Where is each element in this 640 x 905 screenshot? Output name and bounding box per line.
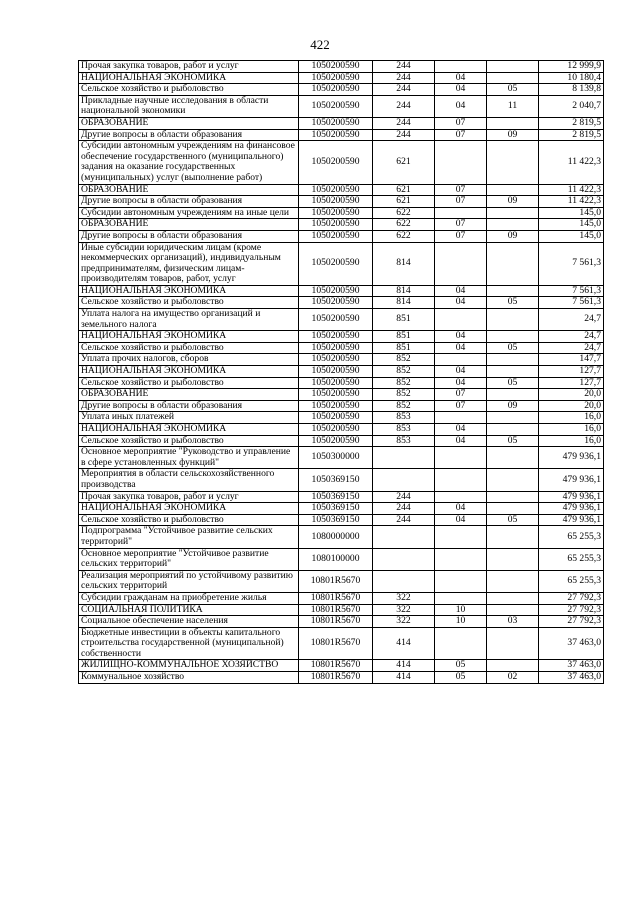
item-name-cell: НАЦИОНАЛЬНАЯ ЭКОНОМИКА [79,285,299,297]
table-row [79,84,604,96]
expense-type-cell [373,447,435,469]
section-cell: 07 [435,196,487,208]
target-code-cell: 10801R5670 [299,660,373,672]
table-row [79,627,604,660]
item-name-cell: Уплата налога на имущество организаций и земельного налога [79,309,299,331]
amount-cell: 145,0 [539,219,604,231]
expense-type-cell: 244 [373,95,435,117]
expense-type-cell: 622 [373,230,435,242]
amount-cell: 27 792,3 [539,592,604,604]
table-row [79,400,604,412]
section-cell: 07 [435,129,487,141]
item-name-cell: Другие вопросы в области образования [79,230,299,242]
subsection-cell [487,141,539,184]
subsection-cell [487,184,539,196]
table-row [79,141,604,184]
item-name-cell: Реализация мероприятий по устойчивому развитию сельских территорий [79,570,299,592]
expense-type-cell: 852 [373,354,435,366]
item-name-cell: Сельское хозяйство и рыболовство [79,342,299,354]
amount-cell: 65 255,3 [539,526,604,548]
table-row [79,672,604,684]
amount-cell: 8 139,8 [539,84,604,96]
item-name-cell: ОБРАЗОВАНИЕ [79,219,299,231]
section-cell [435,491,487,503]
section-cell [435,592,487,604]
item-name-cell: Иные субсидии юридическим лицам (кроме некоммерческих организаций), индивидуальным предпринимателям, физическим лицам-производителям товаров, работ, услуг [79,242,299,285]
section-cell: 04 [435,435,487,447]
expense-type-cell: 853 [373,412,435,424]
amount-cell: 127,7 [539,377,604,389]
expense-type-cell: 622 [373,207,435,219]
target-code-cell: 1050369150 [299,503,373,515]
target-code-cell: 1050200590 [299,366,373,378]
item-name-cell: Уплата прочих налогов, сборов [79,354,299,366]
section-cell [435,627,487,660]
target-code-cell: 10801R5670 [299,604,373,616]
budget-table [78,60,604,684]
table-row [79,72,604,84]
subsection-cell [487,207,539,219]
amount-cell: 24,7 [539,309,604,331]
target-code-cell: 1050200590 [299,207,373,219]
subsection-cell: 05 [487,342,539,354]
amount-cell: 16,0 [539,412,604,424]
target-code-cell: 1050200590 [299,377,373,389]
section-cell [435,548,487,570]
expense-type-cell: 852 [373,400,435,412]
target-code-cell: 10801R5670 [299,570,373,592]
amount-cell: 12 999,9 [539,61,604,73]
table-row [79,447,604,469]
subsection-cell: 09 [487,196,539,208]
item-name-cell: Субсидии автономным учреждениям на иные цели [79,207,299,219]
subsection-cell [487,285,539,297]
target-code-cell: 1050200590 [299,412,373,424]
section-cell: 10 [435,604,487,616]
section-cell: 04 [435,95,487,117]
section-cell: 04 [435,331,487,343]
subsection-cell: 05 [487,297,539,309]
table-row [79,129,604,141]
subsection-cell [487,117,539,129]
subsection-cell [487,412,539,424]
amount-cell: 2 819,5 [539,117,604,129]
target-code-cell: 1050200590 [299,309,373,331]
table-row [79,297,604,309]
target-code-cell: 1050200590 [299,129,373,141]
table-row [79,412,604,424]
item-name-cell: Прочая закупка товаров, работ и услуг [79,61,299,73]
page-number: 422 [310,37,330,52]
item-name-cell: ОБРАЗОВАНИЕ [79,389,299,401]
section-cell: 05 [435,672,487,684]
item-name-cell: НАЦИОНАЛЬНАЯ ЭКОНОМИКА [79,72,299,84]
table-row [79,616,604,628]
amount-cell: 37 463,0 [539,672,604,684]
amount-cell: 11 422,3 [539,184,604,196]
item-name-cell: Социальное обеспечение населения [79,616,299,628]
target-code-cell: 1050369150 [299,514,373,526]
table-row [79,207,604,219]
table-row [79,424,604,436]
expense-type-cell: 814 [373,297,435,309]
subsection-cell: 11 [487,95,539,117]
target-code-cell: 1050200590 [299,184,373,196]
item-name-cell: Субсидии автономным учреждениям на финансовое обеспечение государственного (муниципального) задания на оказание государственных (муниципальных) услуг (выполнение работ) [79,141,299,184]
target-code-cell: 10801R5670 [299,627,373,660]
target-code-cell: 10801R5670 [299,672,373,684]
target-code-cell: 1050200590 [299,61,373,73]
target-code-cell: 1050200590 [299,342,373,354]
subsection-cell: 03 [487,616,539,628]
table-row [79,366,604,378]
section-cell: 04 [435,84,487,96]
target-code-cell: 10801R5670 [299,616,373,628]
amount-cell: 7 561,3 [539,242,604,285]
item-name-cell: Другие вопросы в области образования [79,196,299,208]
table-row [79,95,604,117]
item-name-cell: Сельское хозяйство и рыболовство [79,377,299,389]
amount-cell: 7 561,3 [539,297,604,309]
target-code-cell: 1050200590 [299,331,373,343]
item-name-cell: Мероприятия в области сельскохозяйственного производства [79,469,299,491]
table-row [79,230,604,242]
amount-cell: 2 819,5 [539,129,604,141]
target-code-cell: 1050200590 [299,95,373,117]
target-code-cell: 1050200590 [299,141,373,184]
table-row [79,570,604,592]
table-row [79,514,604,526]
expense-type-cell: 414 [373,672,435,684]
item-name-cell: СОЦИАЛЬНАЯ ПОЛИТИКА [79,604,299,616]
target-code-cell: 1050200590 [299,117,373,129]
expense-type-cell: 851 [373,331,435,343]
target-code-cell: 1050200590 [299,400,373,412]
target-code-cell: 1050200590 [299,435,373,447]
item-name-cell: Основное мероприятие "Устойчивое развитие сельских территорий" [79,548,299,570]
item-name-cell: Коммунальное хозяйство [79,672,299,684]
expense-type-cell: 244 [373,117,435,129]
section-cell [435,309,487,331]
table-row [79,526,604,548]
section-cell [435,526,487,548]
amount-cell: 145,0 [539,230,604,242]
amount-cell: 16,0 [539,435,604,447]
target-code-cell: 1050200590 [299,354,373,366]
table-row [79,592,604,604]
item-name-cell: Сельское хозяйство и рыболовство [79,297,299,309]
item-name-cell: ЖИЛИЩНО-КОММУНАЛЬНОЕ ХОЗЯЙСТВО [79,660,299,672]
amount-cell: 479 936,1 [539,491,604,503]
expense-type-cell: 244 [373,61,435,73]
subsection-cell [487,570,539,592]
item-name-cell: ОБРАЗОВАНИЕ [79,184,299,196]
table-row [79,389,604,401]
amount-cell: 20,0 [539,400,604,412]
subsection-cell [487,503,539,515]
subsection-cell [487,242,539,285]
target-code-cell: 1050200590 [299,84,373,96]
expense-type-cell: 244 [373,503,435,515]
expense-type-cell: 814 [373,242,435,285]
section-cell [435,469,487,491]
amount-cell: 2 040,7 [539,95,604,117]
section-cell: 04 [435,424,487,436]
subsection-cell [487,354,539,366]
section-cell: 04 [435,285,487,297]
table-row [79,219,604,231]
target-code-cell: 1050200590 [299,230,373,242]
amount-cell: 65 255,3 [539,570,604,592]
target-code-cell: 1050369150 [299,491,373,503]
target-code-cell: 1050200590 [299,242,373,285]
table-row [79,503,604,515]
expense-type-cell: 244 [373,491,435,503]
amount-cell: 65 255,3 [539,548,604,570]
subsection-cell [487,331,539,343]
amount-cell: 127,7 [539,366,604,378]
section-cell: 10 [435,616,487,628]
target-code-cell: 1050300000 [299,447,373,469]
expense-type-cell: 621 [373,141,435,184]
expense-type-cell: 322 [373,592,435,604]
table-row [79,196,604,208]
item-name-cell: Прочая закупка товаров, работ и услуг [79,491,299,503]
subsection-cell [487,219,539,231]
table-row [79,377,604,389]
amount-cell: 27 792,3 [539,616,604,628]
section-cell: 04 [435,514,487,526]
subsection-cell: 05 [487,84,539,96]
subsection-cell [487,61,539,73]
section-cell: 04 [435,366,487,378]
amount-cell: 37 463,0 [539,627,604,660]
table-row [79,604,604,616]
target-code-cell: 1050200590 [299,72,373,84]
item-name-cell: НАЦИОНАЛЬНАЯ ЭКОНОМИКА [79,366,299,378]
expense-type-cell: 322 [373,604,435,616]
target-code-cell: 1080100000 [299,548,373,570]
subsection-cell: 09 [487,230,539,242]
table-row [79,469,604,491]
expense-type-cell: 851 [373,342,435,354]
amount-cell: 27 792,3 [539,604,604,616]
table-row [79,61,604,73]
table-row [79,660,604,672]
amount-cell: 145,0 [539,207,604,219]
amount-cell: 11 422,3 [539,141,604,184]
subsection-cell [487,72,539,84]
section-cell: 07 [435,117,487,129]
table-row [79,548,604,570]
item-name-cell: Уплата иных платежей [79,412,299,424]
expense-type-cell: 322 [373,616,435,628]
section-cell [435,447,487,469]
amount-cell: 16,0 [539,424,604,436]
item-name-cell: НАЦИОНАЛЬНАЯ ЭКОНОМИКА [79,424,299,436]
subsection-cell [487,491,539,503]
section-cell [435,242,487,285]
expense-type-cell [373,570,435,592]
table-row [79,491,604,503]
expense-type-cell: 851 [373,309,435,331]
subsection-cell [487,660,539,672]
item-name-cell: НАЦИОНАЛЬНАЯ ЭКОНОМИКА [79,331,299,343]
target-code-cell: 1050200590 [299,424,373,436]
amount-cell: 479 936,1 [539,503,604,515]
item-name-cell: НАЦИОНАЛЬНАЯ ЭКОНОМИКА [79,503,299,515]
subsection-cell: 05 [487,377,539,389]
subsection-cell [487,424,539,436]
expense-type-cell: 852 [373,377,435,389]
item-name-cell: Сельское хозяйство и рыболовство [79,84,299,96]
item-name-cell: Сельское хозяйство и рыболовство [79,435,299,447]
expense-type-cell: 244 [373,129,435,141]
expense-type-cell: 622 [373,219,435,231]
section-cell [435,412,487,424]
target-code-cell: 1050200590 [299,297,373,309]
expense-type-cell: 853 [373,435,435,447]
section-cell [435,570,487,592]
section-cell: 07 [435,389,487,401]
target-code-cell: 1050200590 [299,196,373,208]
item-name-cell: Сельское хозяйство и рыболовство [79,514,299,526]
expense-type-cell: 621 [373,196,435,208]
section-cell [435,354,487,366]
item-name-cell: Основное мероприятие "Руководство и управление в сфере установленных функций" [79,447,299,469]
section-cell: 04 [435,503,487,515]
expense-type-cell: 244 [373,72,435,84]
subsection-cell [487,604,539,616]
table-row [79,342,604,354]
section-cell: 04 [435,377,487,389]
amount-cell: 10 180,4 [539,72,604,84]
expense-type-cell: 852 [373,389,435,401]
item-name-cell: Другие вопросы в области образования [79,400,299,412]
amount-cell: 479 936,1 [539,514,604,526]
target-code-cell: 10801R5670 [299,592,373,604]
section-cell [435,141,487,184]
target-code-cell: 1050369150 [299,469,373,491]
amount-cell: 37 463,0 [539,660,604,672]
subsection-cell [487,447,539,469]
expense-type-cell [373,548,435,570]
subsection-cell: 05 [487,435,539,447]
subsection-cell [487,592,539,604]
expense-type-cell: 414 [373,627,435,660]
table-row [79,309,604,331]
item-name-cell: Бюджетные инвестиции в объекты капитального строительства государственной (муниципальной) собственности [79,627,299,660]
expense-type-cell: 414 [373,660,435,672]
amount-cell: 11 422,3 [539,196,604,208]
section-cell: 04 [435,342,487,354]
table-row [79,117,604,129]
subsection-cell [487,309,539,331]
target-code-cell: 1050200590 [299,219,373,231]
item-name-cell: Подпрограмма "Устойчивое развитие сельских территорий" [79,526,299,548]
subsection-cell [487,627,539,660]
section-cell: 05 [435,660,487,672]
amount-cell: 24,7 [539,342,604,354]
section-cell: 04 [435,72,487,84]
expense-type-cell: 852 [373,366,435,378]
subsection-cell [487,548,539,570]
expense-type-cell: 853 [373,424,435,436]
expense-type-cell [373,469,435,491]
section-cell [435,61,487,73]
subsection-cell [487,389,539,401]
item-name-cell: Другие вопросы в области образования [79,129,299,141]
expense-type-cell [373,526,435,548]
expense-type-cell: 244 [373,514,435,526]
section-cell [435,207,487,219]
target-code-cell: 1080000000 [299,526,373,548]
section-cell: 04 [435,297,487,309]
subsection-cell: 09 [487,400,539,412]
section-cell: 07 [435,400,487,412]
subsection-cell [487,526,539,548]
table-row [79,331,604,343]
amount-cell: 7 561,3 [539,285,604,297]
budget-table-body [79,61,604,684]
amount-cell: 479 936,1 [539,469,604,491]
subsection-cell [487,469,539,491]
amount-cell: 147,7 [539,354,604,366]
subsection-cell: 05 [487,514,539,526]
table-row [79,354,604,366]
expense-type-cell: 621 [373,184,435,196]
table-row [79,242,604,285]
amount-cell: 24,7 [539,331,604,343]
section-cell: 07 [435,230,487,242]
item-name-cell: Прикладные научные исследования в области национальной экономики [79,95,299,117]
subsection-cell: 09 [487,129,539,141]
target-code-cell: 1050200590 [299,285,373,297]
table-row [79,435,604,447]
table-row [79,285,604,297]
table-row [79,184,604,196]
item-name-cell: ОБРАЗОВАНИЕ [79,117,299,129]
amount-cell: 479 936,1 [539,447,604,469]
expense-type-cell: 814 [373,285,435,297]
item-name-cell: Субсидии гражданам на приобретение жилья [79,592,299,604]
section-cell: 07 [435,219,487,231]
section-cell: 07 [435,184,487,196]
subsection-cell: 02 [487,672,539,684]
target-code-cell: 1050200590 [299,389,373,401]
expense-type-cell: 244 [373,84,435,96]
amount-cell: 20,0 [539,389,604,401]
subsection-cell [487,366,539,378]
